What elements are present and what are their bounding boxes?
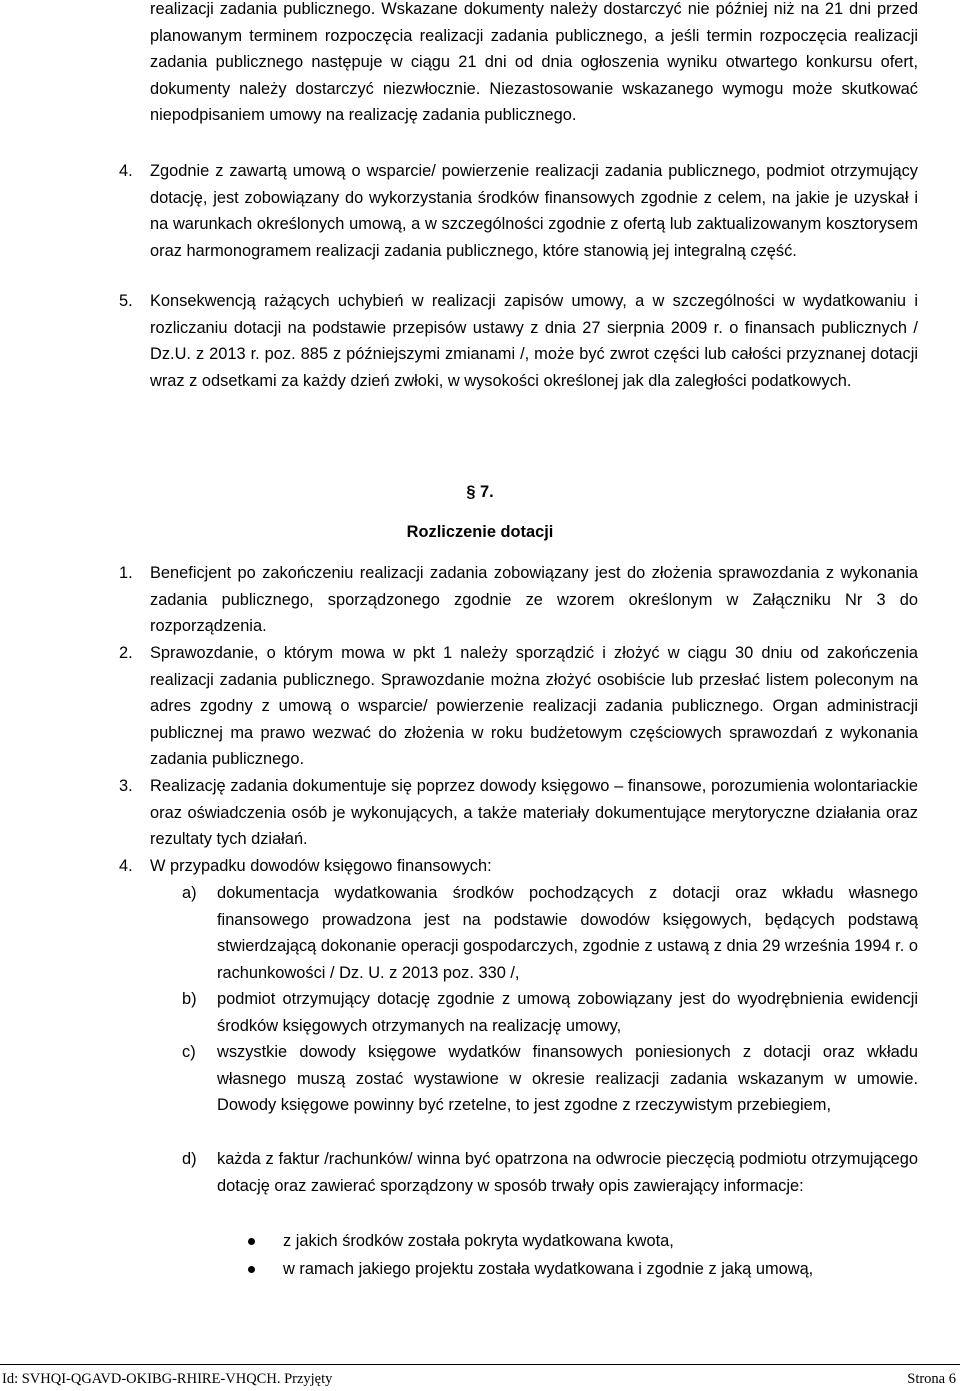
intro-paragraph: realizacji zadania publicznego. Wskazane dokumenty należy dostarczyć nie później niż na 21 dni przed planowanym terminem rozpoczęcia realizacji zadania publicznego, a jeśli termin rozpoczęcia realizacji zadania publicznego następuje w ciągu 21 dni od dnia ogłoszenia wyniku otwartego konkursu ofert, dokumenty należy dostarczyć niezwłocznie. Niezastosowanie wskazanego wymogu może skutkować niepodpisaniem umowy na realizację zadania publicznego. — [150, 0, 918, 125]
settlement-item-3: Realizację zadania dokumentuje się poprzez dowody księgowo – finansowe, porozumienia wolontariackie oraz oświadczenia osób je wykonujących, a także materiały dokumentujące merytoryczne działania oraz rezultaty tych działań. — [150, 777, 918, 849]
subitem-a: dokumentacja wydatkowania środków pochodzących z dotacji oraz wkładu własnego finansowego prowadzona jest na podstawie dowodów księgowych, będących podstawą stwierdzającą dokonanie operacji gospodarczych, zgodnie z ustawą z dnia 29 września 1994 r. o rachunkowości / Dz. U. z 2013 poz. 330 /, — [217, 884, 918, 982]
bullet-icon — [248, 1238, 255, 1245]
intro-item-5: Konsekwencją rażących uchybień w realizacji zapisów umowy, a w szczególności w wydatkowaniu i rozliczaniu dotacji na podstawie przepisów ustawy z dnia 27 sierpnia 2009 r. o finansach publicznych / Dz.U. z 2013 r. poz. 885 z późniejszymi zmianami /, może być zwrot części lub całości przyznanej dotacji wraz z odsetkami za każdy dzień zwłoki, w wysokości określonej jak dla zaległości podatkowych. — [150, 292, 918, 390]
bullet-icon — [248, 1266, 255, 1273]
subitem-letter: c) — [182, 1043, 196, 1061]
settlement-item-1: Beneficjent po zakończeniu realizacji zadania zobowiązany jest do złożenia sprawozdania z wykonania zadania publicznego, sporządzonego zgodnie ze wzorem określonym w Załączniku Nr 3 do rozporządzenia. — [150, 564, 918, 636]
section-title: Rozliczenie dotacji — [406, 523, 554, 541]
subitem-letter: b) — [182, 990, 197, 1008]
subitem-d: każda z faktur /rachunków/ winna być opatrzona na odwrocie pieczęcią podmiotu otrzymującego dotację oraz zawierać sporządzony w sposób trwały opis zawierający informacje: — [217, 1150, 918, 1195]
intro-item-4: Zgodnie z zawartą umową o wsparcie/ powierzenie realizacji zadania publicznego, podmiot otrzymujący dotację, jest zobowiązany do wykorzystania środków finansowych zgodnie z celem, na jakie je uzyskał i na warunkach określonych umową, a w szczególności zgodnie z ofertą lub zaktualizowanym kosztorysem oraz harmonogramem realizacji zadania publicznego, które stanowią jej integralną część. — [150, 162, 918, 260]
item-number: 1. — [119, 564, 133, 582]
footer-divider — [0, 1364, 960, 1365]
bullet-item: z jakich środków została pokryta wydatkowana kwota, — [283, 1232, 674, 1250]
settlement-item-2: Sprawozdanie, o którym mowa w pkt 1 należy sporządzić i złożyć w ciągu 30 dniu od zakończenia realizacji zadania publicznego. Sprawozdanie można złożyć osobiście lub przesłać listem poleconym na adres zgodny z umową o wsparcie/ powierzenie realizacji zadania publicznego. Organ administracji publicznej ma prawo wezwać do złożenia w roku budżetowym częściowych sprawozdań z wykonania zadania publicznego. — [150, 644, 918, 769]
item-number: 4. — [119, 857, 133, 875]
item-number: 3. — [119, 777, 133, 795]
bullet-item: w ramach jakiego projektu została wydatkowana i zgodnie z jaką umową, — [283, 1260, 814, 1278]
subitem-letter: a) — [182, 884, 197, 902]
footer-document-id: Id: SVHQI-QGAVD-OKIBG-RHIRE-VHQCH. Przyjęty — [2, 1371, 333, 1387]
subitem-letter: d) — [182, 1150, 197, 1168]
item-number: 2. — [119, 644, 133, 662]
settlement-item-4: W przypadku dowodów księgowo finansowych: — [150, 857, 492, 875]
footer-page-number: Strona 6 — [907, 1371, 956, 1387]
subitem-c: wszystkie dowody księgowe wydatków finansowych poniesionych z dotacji oraz wkładu własnego muszą zostać wystawione w okresie realizacji zadania wskazanym w umowie. Dowody księgowe powinny być rzetelne, to jest zgodne z rzeczywistym przebiegiem, — [217, 1043, 918, 1115]
item-number: 4. — [119, 162, 133, 180]
item-number: 5. — [119, 292, 133, 310]
section-number: § 7. — [466, 483, 494, 501]
subitem-b: podmiot otrzymujący dotację zgodnie z umową zobowiązany jest do wyodrębnienia ewidencji środków księgowych otrzymanych na realizację umowy, — [217, 990, 918, 1035]
